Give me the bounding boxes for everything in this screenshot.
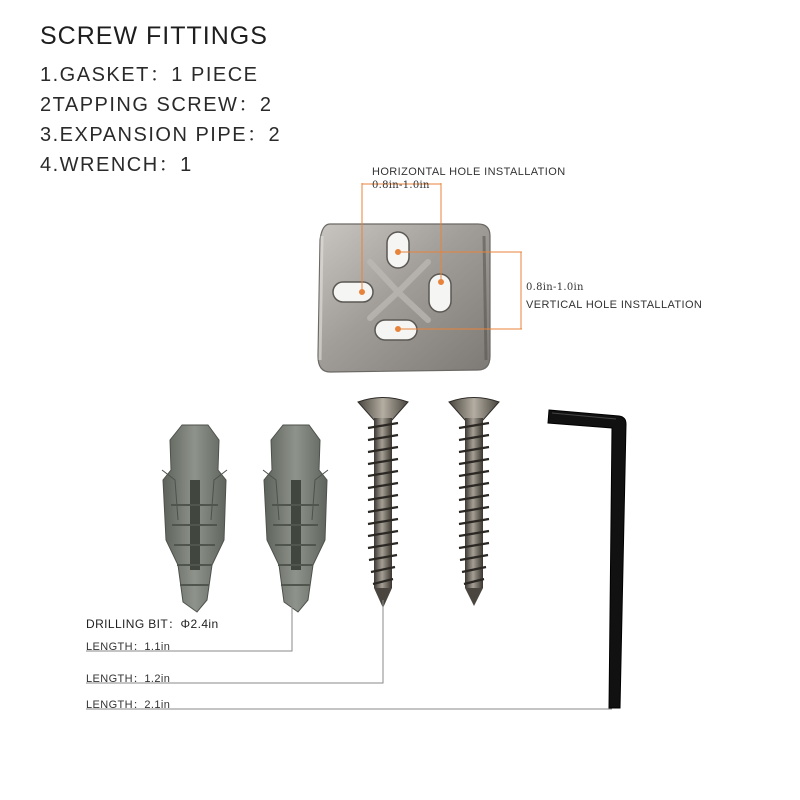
- contents-item-tapping-screw: 2TAPPING SCREW：2: [40, 94, 273, 116]
- tapping-screw-1: [358, 398, 408, 609]
- gasket-plate: [318, 224, 490, 372]
- contents-item-gasket: 1.GASKET：1 PIECE: [40, 64, 259, 86]
- vertical-range-label: 0.8in-1.0in: [526, 282, 584, 293]
- horizontal-range-label: 0.8in-1.0in: [372, 180, 430, 191]
- screw-length-label: LENGTH：1.2in: [86, 673, 171, 685]
- expansion-pipe-length-label: LENGTH：1.1in: [86, 641, 171, 653]
- wrench-length-label: LENGTH：2.1in: [86, 699, 171, 711]
- contents-item-expansion-pipe: 3.EXPANSION PIPE：2: [40, 124, 282, 146]
- vertical-hole-label: VERTICAL HOLE INSTALLATION: [526, 299, 703, 311]
- drilling-bit-label: DRILLING BIT：Φ2.4in: [86, 617, 219, 631]
- horizontal-hole-label: HORIZONTAL HOLE INSTALLATION: [372, 166, 566, 178]
- contents-item-wrench: 4.WRENCH：1: [40, 154, 193, 176]
- hole-left: [333, 282, 373, 302]
- expansion-pipe-1: [162, 425, 227, 612]
- page-title: SCREW FITTINGS: [40, 22, 268, 50]
- expansion-pipe-2: [263, 425, 328, 612]
- hex-wrench: [548, 410, 626, 708]
- tapping-screw-2: [449, 398, 499, 607]
